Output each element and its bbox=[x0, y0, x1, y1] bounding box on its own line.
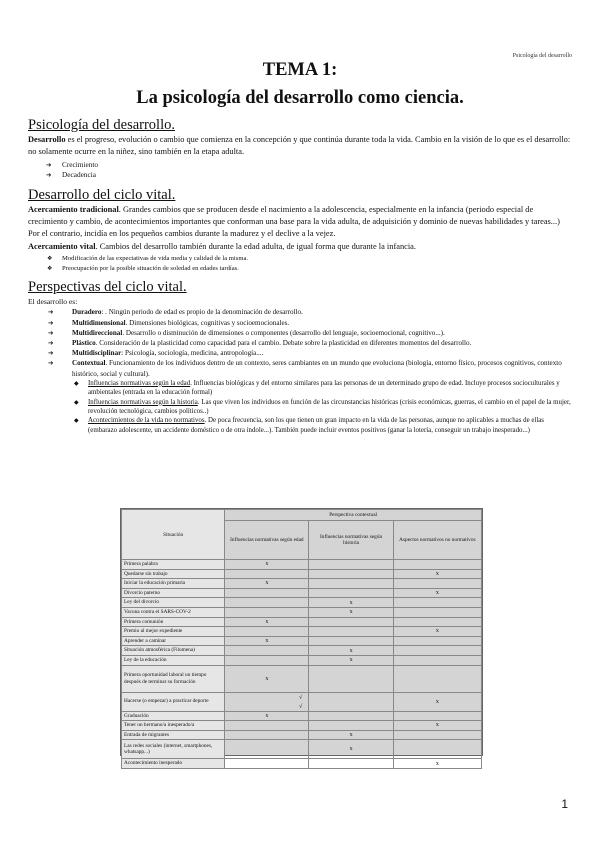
mark-cell bbox=[309, 665, 393, 692]
row-label: Entrada de migrantes bbox=[122, 730, 225, 740]
table-row bbox=[122, 665, 482, 692]
table-row bbox=[122, 579, 482, 589]
row-label: Tener un hermano/a inesperado/a bbox=[122, 721, 225, 731]
mark-cell bbox=[225, 607, 309, 617]
running-header: Psicología del desarrollo bbox=[512, 53, 572, 59]
mark-cell bbox=[309, 627, 393, 637]
mark-cell bbox=[225, 692, 309, 711]
table-row bbox=[122, 617, 482, 627]
row-label: Primera oportunidad laboral un tiempo después de terminar su formación bbox=[122, 665, 225, 692]
row-label: Iniciar la educación primaria bbox=[122, 579, 225, 589]
mark-cell bbox=[225, 588, 309, 598]
table-row bbox=[122, 560, 482, 570]
row-label: Vacuna contra el SARS-COV-2 bbox=[122, 607, 225, 617]
mark-cell: x bbox=[309, 730, 393, 740]
text: . Cambios del desarrollo también durante la edad adulta, de igual forma que durante la infancia. bbox=[95, 241, 416, 251]
table-row bbox=[122, 655, 482, 665]
table-row bbox=[122, 730, 482, 740]
col-header: Influencias normativas según edad bbox=[225, 521, 309, 560]
mark-cell bbox=[393, 665, 481, 692]
mark-cell bbox=[393, 711, 481, 721]
term: Multidimensional bbox=[72, 318, 126, 327]
mark-cell bbox=[225, 627, 309, 637]
sub-list-item bbox=[72, 416, 573, 435]
text: es el progreso, evolución o cambio que comienza en la concepción y que continúa durante toda la vida. Cambio en la visión de lo que es el desarrollo: no solamente ocurre en la niñez, sino también en la etapa adulta. bbox=[28, 135, 571, 157]
mark-cell: x bbox=[393, 588, 481, 598]
list-item: ❖ Preocupación por la posible situación de soledad en edades tardías. bbox=[28, 264, 573, 274]
table-row bbox=[122, 759, 482, 769]
mark-cell bbox=[393, 740, 481, 759]
mark-cell: x bbox=[393, 627, 481, 637]
mark-cell bbox=[225, 740, 309, 759]
mark-cell bbox=[309, 560, 393, 570]
row-label: Acontecimiento inesperado bbox=[122, 759, 225, 769]
row-label: Primera palabra bbox=[122, 560, 225, 570]
page-number: 1 bbox=[561, 797, 568, 811]
table-row bbox=[122, 598, 482, 608]
text: . De poca frecuencia, son los que tienen un gran impacto en la vida de las personas, aunque no aplicables a muchas de ellas (embarazo adolescente, un accidente doméstico o de otra índole...). También puede incluir eventos positivos (ganar la lotería, conseguir un trabajo inesperado...) bbox=[88, 417, 544, 434]
section-heading-perspectivas: Perspectivas del ciclo vital. bbox=[28, 279, 187, 296]
col-header: Influencias normativas según historia bbox=[309, 521, 393, 560]
mark-cell: x bbox=[393, 759, 481, 769]
row-label: Graduación bbox=[122, 711, 225, 721]
sub-list bbox=[72, 379, 573, 435]
mark-cell bbox=[309, 569, 393, 579]
mark-cell: x bbox=[393, 569, 481, 579]
term: Plástico bbox=[72, 339, 96, 348]
row-label: Aprender a caminar bbox=[122, 636, 225, 646]
page-title: TEMA 1: bbox=[262, 60, 338, 80]
text: : Psicología, sociología, medicina, antropología.... bbox=[121, 349, 264, 358]
bullet-list bbox=[28, 160, 573, 181]
mark-cell: x bbox=[309, 598, 393, 608]
text: . Desarrollo o disminución de dimensiones o componentes (desarrollo del lenguaje, socioemocional, cognitivo...). bbox=[122, 328, 445, 337]
mark-cell: x bbox=[225, 579, 309, 589]
term: Multidisciplinar bbox=[72, 349, 122, 358]
list-item bbox=[28, 348, 573, 358]
row-label: Ley de la educación bbox=[122, 655, 225, 665]
table bbox=[121, 509, 482, 769]
mark-cell: x bbox=[225, 711, 309, 721]
contextual-perspective-table bbox=[120, 508, 483, 767]
col-header-situacion: Situación bbox=[122, 510, 225, 560]
paragraph bbox=[28, 134, 573, 159]
page-subtitle: La psicología del desarrollo como ciencia. bbox=[136, 88, 464, 108]
mark-cell bbox=[309, 721, 393, 731]
mark-cell bbox=[225, 598, 309, 608]
list-item bbox=[28, 338, 573, 348]
table-row bbox=[122, 721, 482, 731]
table-row bbox=[122, 740, 482, 759]
mark-cell bbox=[225, 569, 309, 579]
mark-cell: x bbox=[225, 636, 309, 646]
sub-list-item bbox=[72, 398, 573, 417]
mark-cell bbox=[225, 646, 309, 656]
paragraph: El desarrollo es: bbox=[28, 297, 78, 307]
list-item bbox=[28, 328, 573, 338]
mark-cell bbox=[309, 579, 393, 589]
text: : . Ningún periodo de edad es propio de la denominación de desarrollo. bbox=[101, 308, 303, 317]
row-label: Ley del divorcio bbox=[122, 598, 225, 608]
term: Influencias normativas según la edad bbox=[88, 379, 191, 387]
section-heading-psicologia: Psicología del desarrollo. bbox=[28, 117, 175, 133]
term: Duradero bbox=[72, 308, 102, 317]
text: . Las que viven los individuos en función de las circunstancias históricas (crisis económicas, guerras, el cambio en el papel de la mujer, revolución tecnológica, cambios políticos..) bbox=[88, 398, 571, 416]
row-label: Quedarse sin trabajo bbox=[122, 569, 225, 579]
mark-cell: x bbox=[309, 740, 393, 759]
list-item: ❖ Modificación de las expectativas de vida media y calidad de la misma. bbox=[28, 254, 573, 264]
table-row bbox=[122, 636, 482, 646]
mark-cell: x bbox=[225, 617, 309, 627]
mark-cell bbox=[309, 711, 393, 721]
mark-cell bbox=[309, 692, 393, 711]
mark-cell bbox=[309, 617, 393, 627]
term: Acercamiento tradicional bbox=[28, 204, 119, 214]
table-row bbox=[122, 627, 482, 637]
paragraph bbox=[28, 241, 573, 253]
term: Acercamiento vital bbox=[28, 241, 96, 251]
mark-cell: x bbox=[393, 692, 481, 711]
text: . Funcionamiento de los individuos dentro de un contexto, seres cambiantes en un mundo que evoluciona (biología, entorno físico, procesos cognitivos, contexto histórico, social y cultural). bbox=[72, 359, 562, 378]
mark-cell bbox=[393, 560, 481, 570]
list-item bbox=[28, 307, 573, 317]
term: Contextual bbox=[72, 359, 106, 368]
table-row bbox=[122, 711, 482, 721]
term: Desarrollo bbox=[28, 135, 66, 144]
bullet-list bbox=[28, 307, 573, 435]
mark-cell bbox=[225, 759, 309, 769]
text: . Influencias biológicas y del entorno similares para las personas de un determinado grupo de edad. Incluye procesos socioculturales y ambientales (entrada en la educación formal) bbox=[88, 379, 560, 397]
term: Acontecimientos de la vida no normativos bbox=[88, 417, 205, 425]
bullet-list bbox=[28, 254, 573, 273]
row-label: Las redes sociales (internet, smartphones, whatsapp...) bbox=[122, 740, 225, 759]
term: Multidireccional bbox=[72, 328, 123, 337]
row-label: Divorcio paterno bbox=[122, 588, 225, 598]
list-item: ➔ Crecimiento bbox=[28, 160, 573, 170]
check-mark: √ bbox=[299, 695, 303, 701]
mark-cell: x bbox=[309, 655, 393, 665]
mark-cell bbox=[309, 636, 393, 646]
document-body bbox=[28, 116, 573, 435]
text: . Dimensiones biológicas, cognitivas y socioemocionales. bbox=[125, 318, 290, 327]
mark-cell: x bbox=[225, 665, 309, 692]
mark-cell bbox=[393, 598, 481, 608]
mark-cell bbox=[225, 730, 309, 740]
mark-cell bbox=[393, 730, 481, 740]
table-row bbox=[122, 607, 482, 617]
row-label: Premio al mejor expediente bbox=[122, 627, 225, 637]
section-heading-ciclo-vital: Desarrollo del ciclo vital. bbox=[28, 186, 176, 203]
sub-list-item bbox=[72, 379, 573, 398]
row-label: Hacerse (o empezar) a practicar deporte bbox=[122, 692, 225, 711]
paragraph bbox=[28, 204, 573, 241]
group-header: Perspectiva contextual bbox=[225, 510, 482, 521]
row-label: Primera comunión bbox=[122, 617, 225, 627]
term: Influencias normativas según la historia bbox=[88, 398, 198, 406]
table-row bbox=[122, 569, 482, 579]
text: . Grandes cambios que se producen desde el nacimiento a la adolescencia, especialmente en la infancia (periodo especial de crecimiento y cambio, de acontecimientos importantes que conforman una base para la vida adulta, de adquisición y dominio de nuevas habilidades y tareas...) Por el contrario, incidía en los pequeños cambios durante la madurez y el declive a la vejez. bbox=[28, 204, 560, 239]
mark-cell bbox=[393, 636, 481, 646]
text: . Consideración de la plasticidad como capacidad para el cambio. Debate sobre la plasticidad en diferentes momentos del desarrollo. bbox=[95, 339, 472, 348]
mark-cell: x bbox=[309, 646, 393, 656]
mark-cell bbox=[393, 617, 481, 627]
mark-cell bbox=[225, 721, 309, 731]
mark-cell bbox=[225, 655, 309, 665]
row-label: Situación atmosférica (Filomena) bbox=[122, 646, 225, 656]
list-item bbox=[28, 358, 573, 435]
mark-cell: x bbox=[393, 721, 481, 731]
mark-cell: x bbox=[309, 607, 393, 617]
check-mark: √ bbox=[299, 704, 303, 710]
mark-cell bbox=[393, 579, 481, 589]
mark-cell bbox=[393, 655, 481, 665]
table-row bbox=[122, 646, 482, 656]
mark-cell bbox=[393, 607, 481, 617]
mark-cell bbox=[309, 759, 393, 769]
list-item bbox=[28, 318, 573, 328]
list-item: ➔ Decadencia bbox=[28, 170, 573, 180]
mark-cell: x bbox=[225, 560, 309, 570]
table-row bbox=[122, 588, 482, 598]
col-header: Aspectos normativos no normativos bbox=[393, 521, 481, 560]
mark-cell bbox=[393, 646, 481, 656]
mark-cell bbox=[309, 588, 393, 598]
